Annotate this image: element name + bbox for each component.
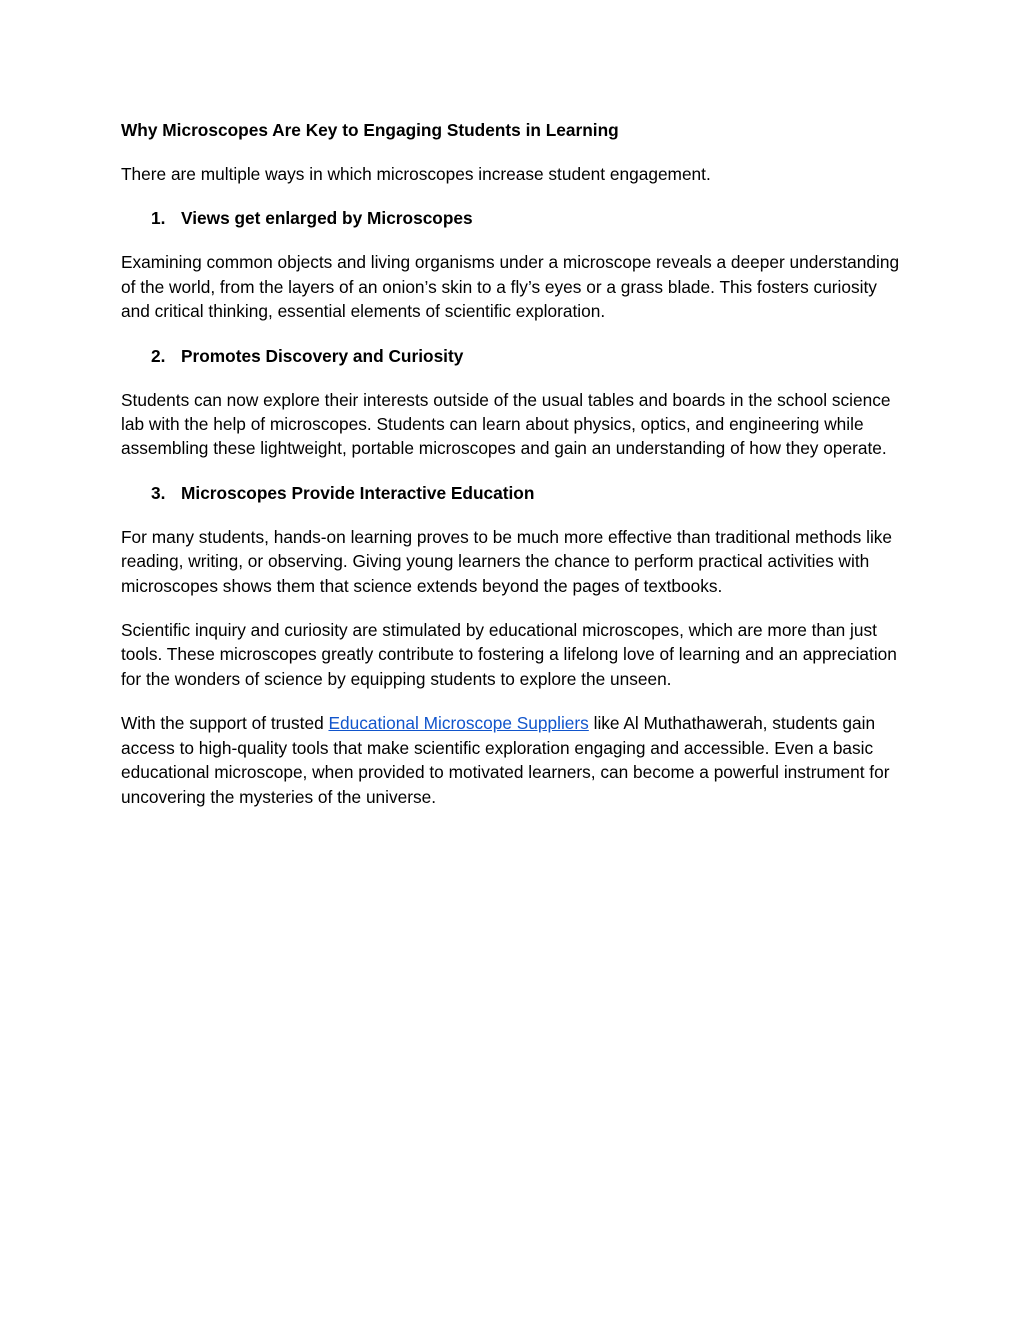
section-body-1: Examining common objects and living organisms under a microscope reveals a deeper understanding of the world, from the layers of an onion’s skin to a fly’s eyes or a grass blade. This fosters curiosity and critical thinking, essential elements of scientific exploration.: [121, 252, 900, 322]
section-heading-text: Promotes Discovery and Curiosity: [181, 345, 464, 366]
document-title: Why Microscopes Are Key to Engaging Students in Learning: [121, 120, 619, 140]
section-body-3: For many students, hands-on learning proves to be much more effective than traditional methods like reading, writing, or observing. Giving young learners the chance to perform practical activities with microscopes shows them that science extends beyond the pages of textbooks.: [121, 526, 893, 596]
conclusion-paragraph: Scientific inquiry and curiosity are stimulated by educational microscopes, which are more than just tools. These microscopes greatly contribute to fostering a lifelong love of learning and an appreciation for the wonders of science by equipping students to explore the unseen.: [121, 620, 897, 689]
section-heading-1: [121, 206, 906, 230]
section-number: 2.: [151, 345, 166, 366]
section-heading-3: [121, 481, 906, 505]
closing-text-before-link: With the support of trusted: [121, 713, 329, 734]
closing-text-after-link: like Al Muthathawerah, students gain access to high-quality tools that make scientific exploration engaging and accessible. Even a basic educational microscope, when provided to motivated learners, can become a powerful instrument for uncovering the mysteries of the universe.: [121, 713, 890, 807]
section-number: 1.: [151, 208, 166, 229]
section-number: 3.: [151, 482, 166, 503]
closing-paragraph: [121, 711, 906, 809]
educational-microscope-suppliers-link[interactable]: Educational Microscope Suppliers: [328, 713, 589, 734]
document-page: [121, 118, 906, 829]
section-body-2: Students can now explore their interests outside of the usual tables and boards in the school science lab with the help of microscopes. Students can learn about physics, optics, and engineering while assembling these lightweight, portable microscopes and gain an understanding of how they operate.: [121, 389, 891, 459]
section-heading-text: Microscopes Provide Interactive Education: [181, 482, 535, 503]
intro-paragraph: There are multiple ways in which microscopes increase student engagement.: [121, 164, 711, 184]
section-heading-text: Views get enlarged by Microscopes: [181, 208, 473, 229]
section-heading-2: [121, 344, 906, 368]
